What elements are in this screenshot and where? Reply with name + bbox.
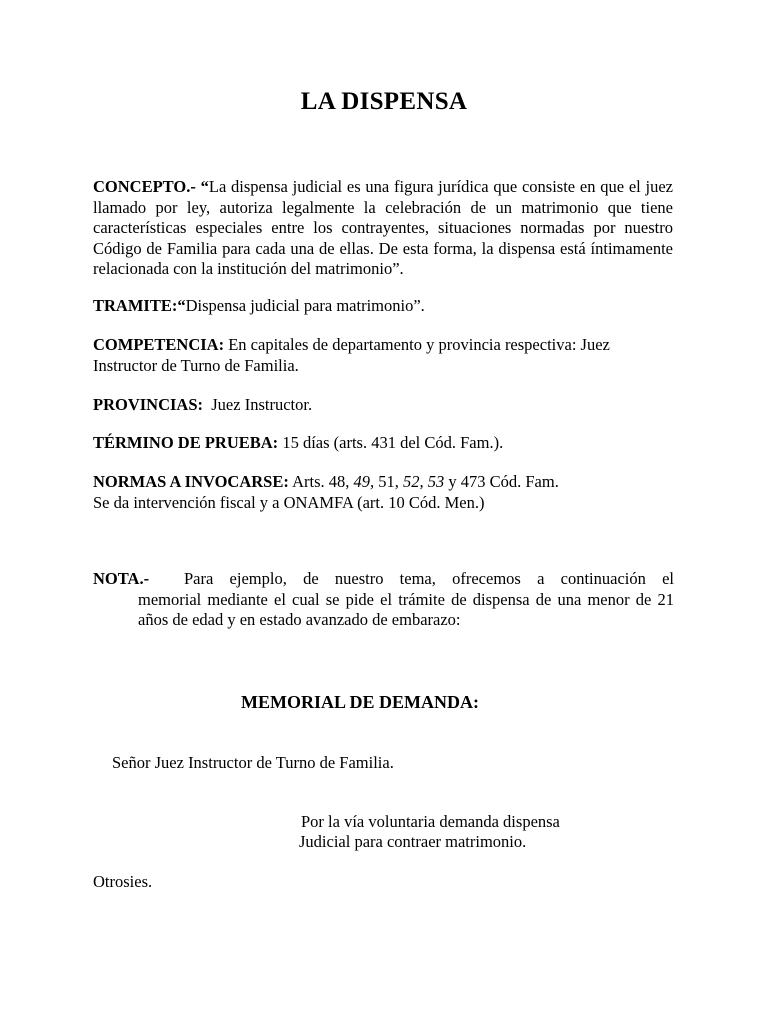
otrosies: Otrosies. xyxy=(93,872,153,891)
competencia-paragraph xyxy=(93,335,673,376)
competencia-label: COMPETENCIA: xyxy=(93,335,225,354)
normas-part3: y 473 Cód. Fam. xyxy=(444,472,559,491)
tramite-text: Dispensa judicial para matrimonio”. xyxy=(185,296,425,315)
concepto-label: CONCEPTO.- xyxy=(93,177,196,196)
reference-line-1: Por la vía voluntaria demanda dispensa xyxy=(301,812,560,831)
normas-part1: Arts. 48, xyxy=(288,472,354,491)
tramite-paragraph xyxy=(93,296,673,317)
nota-label: NOTA.- xyxy=(93,569,150,588)
nota-line1-text: Para ejemplo, de nuestro tema, ofrecemos a continuación el xyxy=(184,569,674,588)
normas-italic2: 52, 53 xyxy=(403,472,445,491)
normas-paragraph xyxy=(93,472,673,513)
memorial-title: MEMORIAL DE DEMANDA: xyxy=(241,692,479,712)
normas-line2: Se da intervención fiscal y a ONAMFA (art. 10 Cód. Men.) xyxy=(93,492,485,512)
nota-rest-text: memorial mediante el cual se pide el trámite de dispensa de una menor de 21 años de edad y en estado avanzado de embarazo: xyxy=(138,589,674,629)
document-title: LA DISPENSA xyxy=(300,88,468,115)
provincias-paragraph xyxy=(93,395,673,416)
normas-line1 xyxy=(93,472,673,493)
termino-paragraph xyxy=(93,433,673,454)
normas-label: NORMAS A INVOCARSE: xyxy=(93,472,289,491)
nota-first-line xyxy=(93,569,674,590)
reference-line-2: Judicial para contraer matrimonio. xyxy=(299,832,527,851)
concepto-text: La dispensa judicial es una figura jurídica que consiste en que el juez llamado por ley, autoriza legalmente la celebración de un matrimonio que tiene características especiales entre los contrayentes, situaciones normadas por nuestro Código de Familia para cada una de ellas. De esta forma, la dispensa está íntimamente relacionada con la institución del matrimonio”. xyxy=(93,177,673,278)
normas-italic1: 49, xyxy=(353,472,375,491)
competencia-text: En capitales de departamento y provincia respectiva: Juez Instructor de Turno de Familia. xyxy=(93,335,610,375)
provincias-label: PROVINCIAS: xyxy=(93,395,204,414)
tramite-label: TRAMITE:“ xyxy=(93,296,186,315)
termino-label: TÉRMINO DE PRUEBA: xyxy=(93,433,279,452)
concepto-open-quote: “ xyxy=(195,177,209,196)
salutation: Señor Juez Instructor de Turno de Familia. xyxy=(112,753,394,772)
concepto-paragraph xyxy=(93,177,673,280)
provincias-text: Juez Instructor. xyxy=(203,395,313,414)
nota-paragraph xyxy=(93,569,674,631)
normas-part2: 51, xyxy=(374,472,403,491)
termino-text: 15 días (arts. 431 del Cód. Fam.). xyxy=(278,433,504,452)
